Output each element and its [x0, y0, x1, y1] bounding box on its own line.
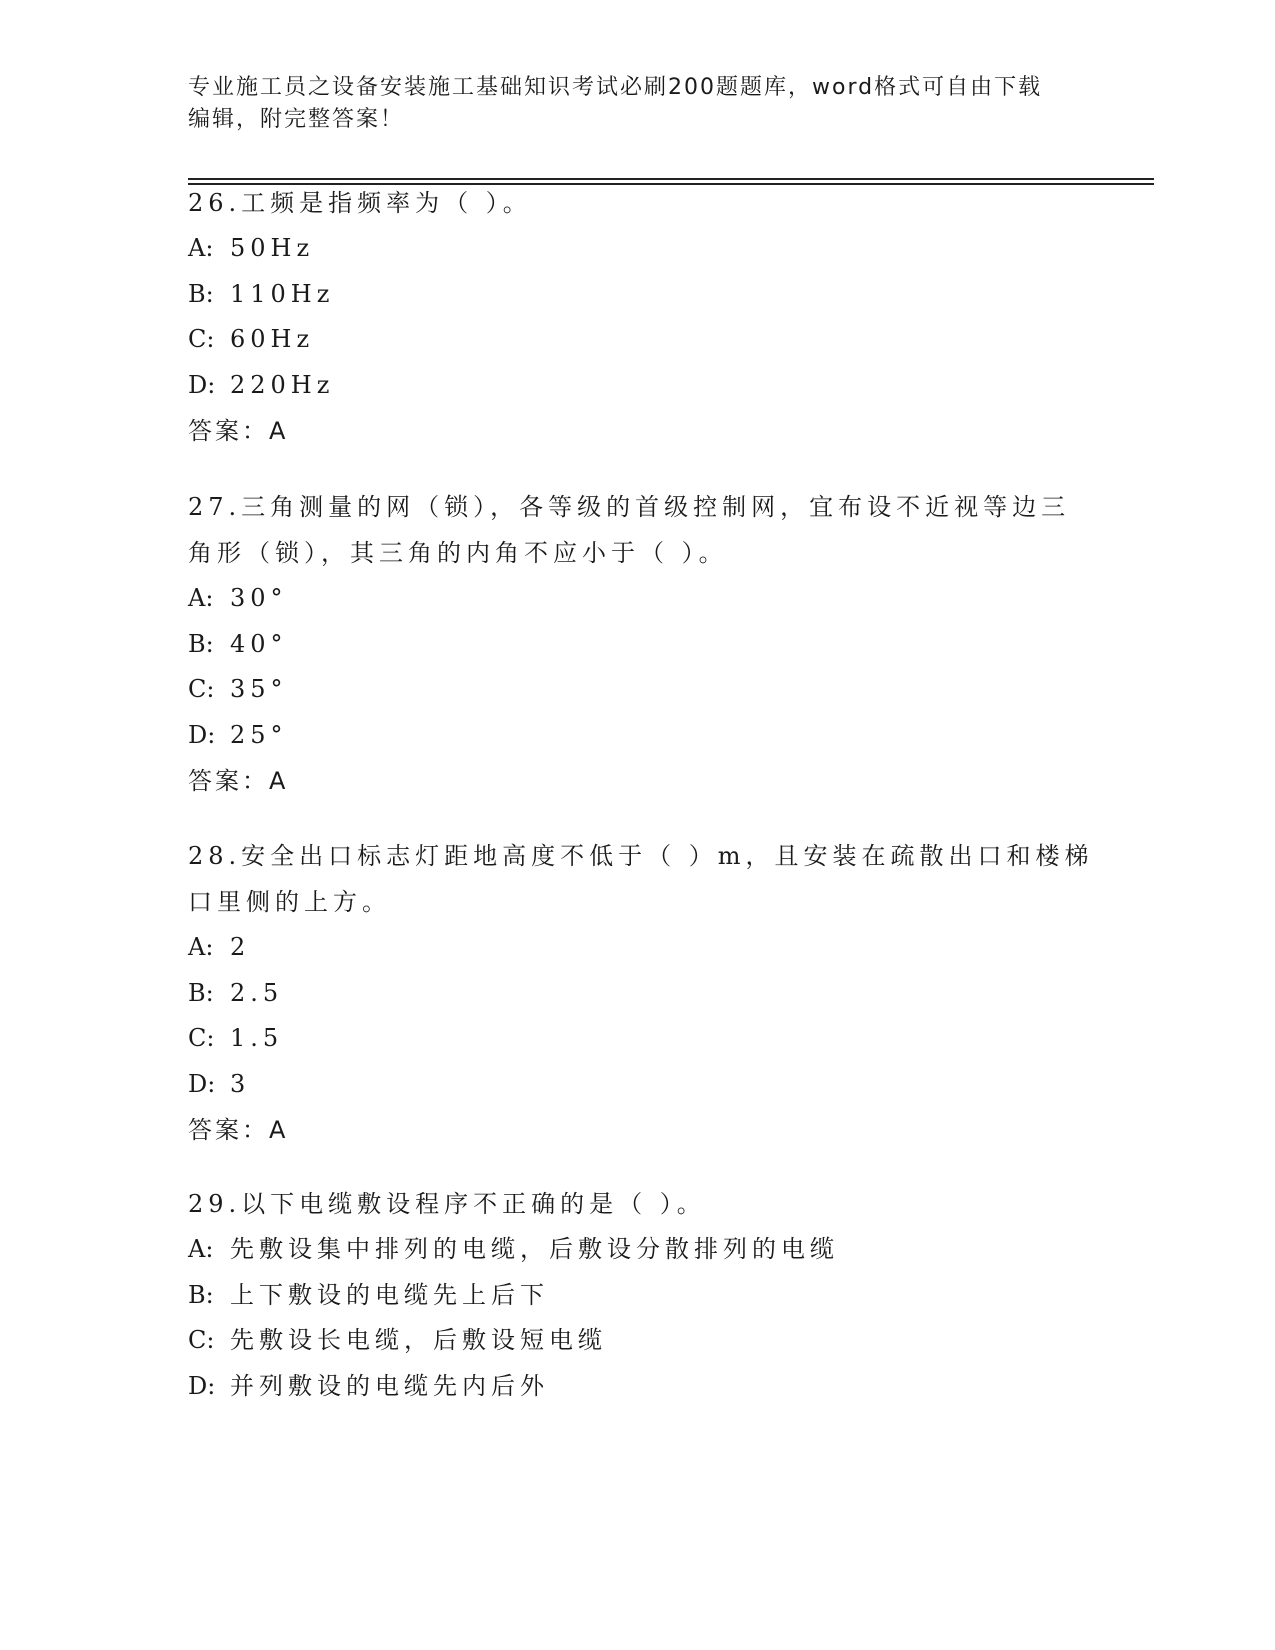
- option-a: [188, 1227, 1088, 1273]
- option-b: [188, 272, 1088, 318]
- question-28: [188, 833, 1094, 1153]
- question-27: [188, 484, 1088, 804]
- option-key: B:: [188, 629, 214, 658]
- option-text: 110Hz: [230, 279, 335, 308]
- question-29: [188, 1181, 1088, 1409]
- option-text: 2: [230, 933, 251, 961]
- option-d: [188, 1062, 1088, 1108]
- option-text: 先敷设集中排列的电缆，后敷设分散排列的电缆: [230, 1235, 839, 1263]
- option-key: D:: [188, 1069, 216, 1098]
- question-text: 28.安全出口标志灯距地高度不低于（ ）m，且安装在疏散出口和楼梯: [188, 842, 1094, 870]
- document-header: [188, 72, 1088, 136]
- option-text: 3: [230, 1069, 251, 1098]
- option-key: A:: [188, 1235, 214, 1263]
- option-key: B:: [188, 279, 214, 308]
- question-text: 27.三角测量的网（锁），各等级的首级控制网，宜布设不近视等边三: [188, 493, 1071, 521]
- option-b: [188, 971, 1088, 1017]
- option-text: 60Hz: [230, 325, 315, 353]
- option-text: 30°: [230, 584, 288, 612]
- option-text: 2.5: [230, 978, 284, 1007]
- option-a: [188, 925, 1088, 971]
- option-text: 先敷设长电缆，后敷设短电缆: [230, 1326, 607, 1354]
- option-text: 220Hz: [230, 370, 335, 399]
- option-key: C:: [188, 325, 215, 353]
- option-d: [188, 713, 1088, 759]
- option-a: [188, 226, 1088, 272]
- header-line-1: 专业施工员之设备安装施工基础知识考试必刷200题题库，word格式可自由下载: [188, 75, 1043, 100]
- option-text: 40°: [230, 629, 288, 658]
- question-text: 26.工频是指频率为（ ）。: [188, 189, 532, 217]
- answer-line: 答案：A: [188, 767, 289, 795]
- question-text: 29.以下电缆敷设程序不正确的是（ ）。: [188, 1190, 706, 1218]
- option-d: [188, 1364, 1088, 1410]
- option-b: [188, 1273, 1088, 1319]
- option-c: [188, 667, 1088, 713]
- question-text-continued: 口里侧的上方。: [188, 888, 391, 916]
- option-text: 25°: [230, 720, 288, 749]
- question-26: [188, 180, 1088, 454]
- option-c: [188, 1016, 1088, 1062]
- answer-line: 答案：A: [188, 417, 289, 445]
- option-a: [188, 576, 1088, 622]
- option-key: C:: [188, 675, 215, 703]
- option-key: B:: [188, 1280, 214, 1309]
- option-text: 35°: [230, 675, 288, 703]
- option-key: D:: [188, 720, 216, 749]
- option-text: 50Hz: [230, 234, 315, 262]
- header-line-2: 编辑，附完整答案！: [188, 107, 405, 132]
- option-key: A:: [188, 584, 214, 612]
- answer-line: 答案：A: [188, 1116, 289, 1144]
- option-key: D:: [188, 1371, 216, 1400]
- option-c: [188, 1318, 1088, 1364]
- option-text: 1.5: [230, 1024, 284, 1052]
- option-key: B:: [188, 978, 214, 1007]
- question-text-continued: 角形（锁），其三角的内角不应小于（ ）。: [188, 539, 728, 567]
- option-c: [188, 317, 1088, 363]
- option-text: 并列敷设的电缆先内后外: [230, 1371, 549, 1400]
- option-key: A:: [188, 933, 214, 961]
- option-d: [188, 363, 1088, 409]
- option-key: D:: [188, 370, 216, 399]
- option-text: 上下敷设的电缆先上后下: [230, 1280, 549, 1309]
- option-key: C:: [188, 1326, 215, 1354]
- option-b: [188, 622, 1088, 668]
- option-key: C:: [188, 1024, 215, 1052]
- option-key: A:: [188, 234, 214, 262]
